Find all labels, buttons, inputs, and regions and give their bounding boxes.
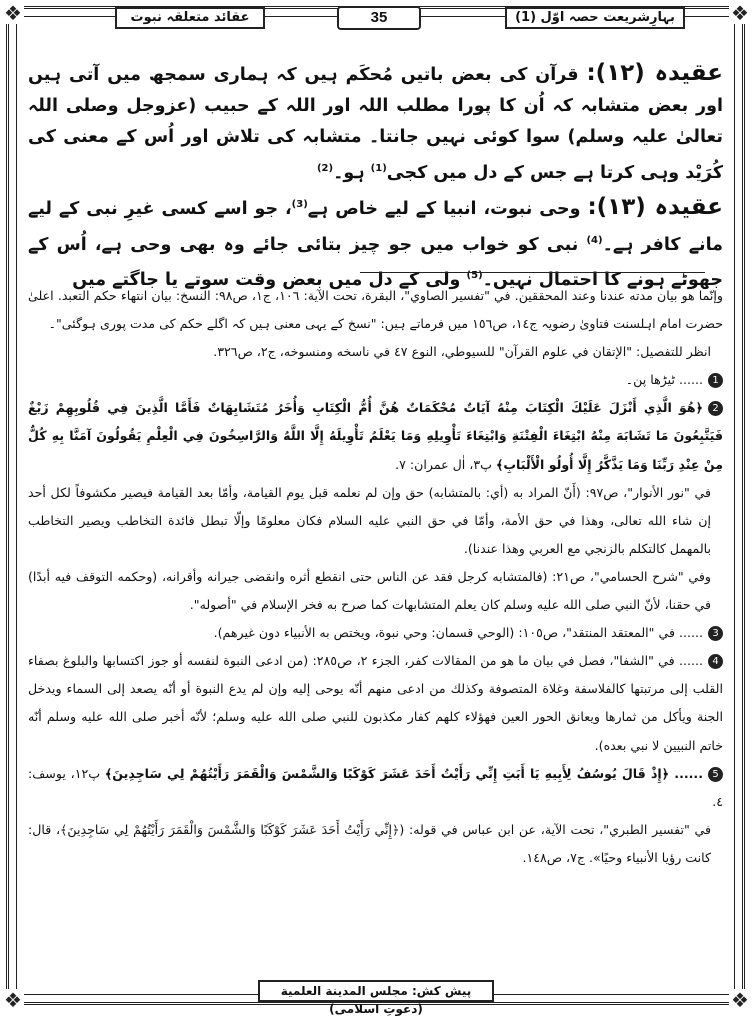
corner-ornament-icon: ❖ (729, 989, 751, 1011)
footnote-continuation-2: انظر للتفصيل: "الإتقان في علوم القرآن" للسيوطي، النوع ٤٧ في ناسخه ومنسوخه، ج٢، ص٣٢٦. (213, 344, 711, 360)
verse-reference: پ١٢، يوسف: ٤. (28, 765, 723, 809)
footnote-number: 1 (708, 373, 723, 388)
aqida-13-text-d: ولی کے دل میں بعض وقت سوتے یا جاگتے میں (72, 270, 461, 291)
footnote-5 (28, 760, 723, 816)
aqida-13-label: عقیدہ (١٣): (587, 193, 724, 220)
footnote-1 (28, 366, 723, 394)
corner-ornament-icon: ❖ (2, 989, 24, 1011)
page-number: 35 (337, 6, 421, 30)
footnote-2-b: في "نور الأنوار"، ص٩٧: (أَنّ المراد به (أي: بالمتشابه) حق وإن لم نعلمه قبل يوم القيامة، وأمّا بعد القيامة فيصير مكشوفاً لكل أحد إن شاء الله تعالى، وهذا في حق الأمة، وأمّا في حق النبي عليه السلام فكان معلومًا وإلّا تبطل فائدة التخاطب ويصير التخاطب بالمهمل كالتكلم بالزنجي مع العربي وهذا عندنا). (28, 484, 711, 556)
publisher-footer: پیش کش: مجلس المدینة العلمیة (دعوتِ اسلامی) (258, 980, 494, 1002)
footnote-ref-2: (2) (316, 163, 334, 174)
verse-reference: پ٣، اٰل عمران: ٧. (395, 456, 492, 472)
corner-ornament-icon: ❖ (2, 2, 24, 24)
book-title-header: بہارِشریعت حصہ اوّل (1) (505, 7, 685, 29)
aqida-12-tail: ہو۔ (333, 162, 365, 183)
aqida-13-text-a: وحی نبوت، انبیا کے لیے خاص ہے (307, 198, 581, 219)
footnote-4 (28, 647, 723, 759)
footnote-separator (360, 272, 705, 273)
aqida-13-text-c: نبی کو خواب میں جو چیز بتائی جائے وہ بھی وحی ہے، اُس کے جھوٹے ہونے کا احتمال نہیں۔ (28, 234, 723, 291)
aqida-12-paragraph (28, 58, 723, 189)
aqida-13-paragraph (28, 189, 723, 296)
corner-ornament-icon: ❖ (729, 2, 751, 24)
footnote-ref-3: (3) (291, 198, 308, 210)
footnote-number: 5 (708, 767, 723, 782)
footnote-number: 4 (708, 654, 723, 669)
aqida-12-text: قرآن کی بعض باتیں مُحکَم ہیں کہ ہماری سمجھ میں آتی ہیں اور بعض متشابہ کہ اُن کا پورا مطلب اللہ اور اللہ کے حبیب (عزوجل وصلی اللہ تعالیٰ علیہ وسلم) سوا کوئی نہیں جانتا۔ متشابہ کی تلاش اور اُس کے معنی کی کُرَیْد وہی کرتا ہے جس کے دل میں کجی (28, 65, 723, 183)
footnote-2-c: وفي "شرح الحسامي"، ص٢١: (فالمتشابه كرجل فقد عن الناس حتى انقطع أثره وانقضى جيرانه وأقرانه، (وحكمه التوقف فيه أبدًا) في حقنا، لأنّ النبي صلى الله عليه وسلم كان يعلم المتشابهات كما صرح به فخر الإسلام في "أصوله". (28, 568, 711, 613)
footnote-text: ...... في "المعتقد المنتقد"، ص١٠٥: (الوحي قسمان: وحي نبوة، ويختص به الأنبياء دون غيرهم). (213, 625, 703, 641)
quran-verse: ﴿هُوَ الَّذِي أَنْزَلَ عَلَيْكَ الْكِتَابَ مِنْهُ آيَاتٌ مُحْكَمَاتٌ هُنَّ أُمُّ الْكِتَابِ وَأُخَرُ مُتَشَابِهَاتٌ فَأَمَّا الَّذِينَ فِي قُلُوبِهِمْ زَيْغٌ فَيَتَّبِعُونَ مَا تَشَابَهَ مِنْهُ ابْتِغَاءَ الْفِتْنَةِ وَابْتِغَاءَ تَأْوِيلِهِ وَمَا يَعْلَمُ تَأْوِيلَهُ إِلَّا اللَّهُ وَالرَّاسِخُونَ فِي الْعِلْمِ يَقُولُونَ آمَنَّا بِهِ كُلٌّ مِنْ عِنْدِ رَبِّنَا وَمَا يَذَّكَّرُ إِلَّا أُولُو الْأَلْبَابِ﴾ (28, 400, 723, 472)
footnote-text: ...... ٹیڑھا پن۔ (625, 372, 703, 388)
footnotes (28, 282, 723, 872)
main-text (28, 58, 723, 296)
footnote-3 (28, 619, 723, 647)
chapter-title-header: عقائد متعلقہ نبوت (115, 7, 265, 29)
aqida-13-text-b: ، جو اسے کسی غیرِ نبی کے لیے مانے کافر ہے۔ (28, 198, 723, 255)
footnote-ref-5: (5) (466, 270, 483, 282)
footnote-2 (28, 394, 723, 478)
footnote-text: ...... في "الشفا"، فصل في بيان ما هو من المقالات كفر، الجزء ٢، ص٢٨٥: (من ادعى النبوة لنفسه أو جوز اكتسابها والبلوغ بصفاء القلب إلى مرتبتها كالفلاسفة وغلاة المتصوفة وكذلك من ادعى منهم أنّه يوحى إليه وإن لم يدع النبوة أو أنّه يصعد إلى السماء ويدخل الجنة ويأكل من ثمارها ويعانق الحور العين فهؤلاء كلهم كفار مكذبون للنبي صلى الله عليه وسلم؛ لأنّه أخبر صلى الله عليه وسلم أنّه خاتم النبيين لا نبي بعده). (28, 653, 723, 753)
footnote-ref-1: (1) (370, 163, 387, 174)
footnote-continuation-1: وإنّما هو بيان مدته عندنا وعند المحققين. في "تفسير الصاوي"، البقرة، تحت الآية: ١٠٦، ج١، ص٩٨: النسخ: بيان انتهاء حكم التعبد. اعلیٰ حضرت امام اہلسنت فتاویٰ رضویہ ج١٤، ص١٥٦ میں فرماتے ہیں: "نسخ کے یہی معنی ہیں کہ اگلے حکم کی مدت پوری ہوگئی"۔ (28, 288, 724, 332)
footnote-number: 3 (708, 626, 723, 641)
footnote-5-b: في "تفسير الطبري"، تحت الآية، عن ابن عباس في قوله: (﴿إِنِّي رَأَيْتُ أَحَدَ عَشَرَ كَوْكَبًا وَالشَّمْسَ وَالْقَمَرَ رَأَيْتُهُمْ لِي سَاجِدِينَ﴾، قال: كانت رؤيا الأنبياء وحيًا». ج٧، ص١٤٨. (28, 821, 711, 865)
footnote-number: 2 (708, 401, 723, 416)
aqida-12-label: عقیدہ (١٢): (586, 60, 723, 86)
quran-verse: ...... ﴿إِذْ قَالَ يُوسُفُ لِأَبِيهِ يَا أَبَتِ إِنِّي رَأَيْتُ أَحَدَ عَشَرَ كَوْكَبًا وَالشَّمْسَ وَالْقَمَرَ رَأَيْتُهُمْ لِي سَاجِدِينَ﴾ (104, 765, 703, 781)
footnote-ref-4: (4) (586, 234, 603, 246)
